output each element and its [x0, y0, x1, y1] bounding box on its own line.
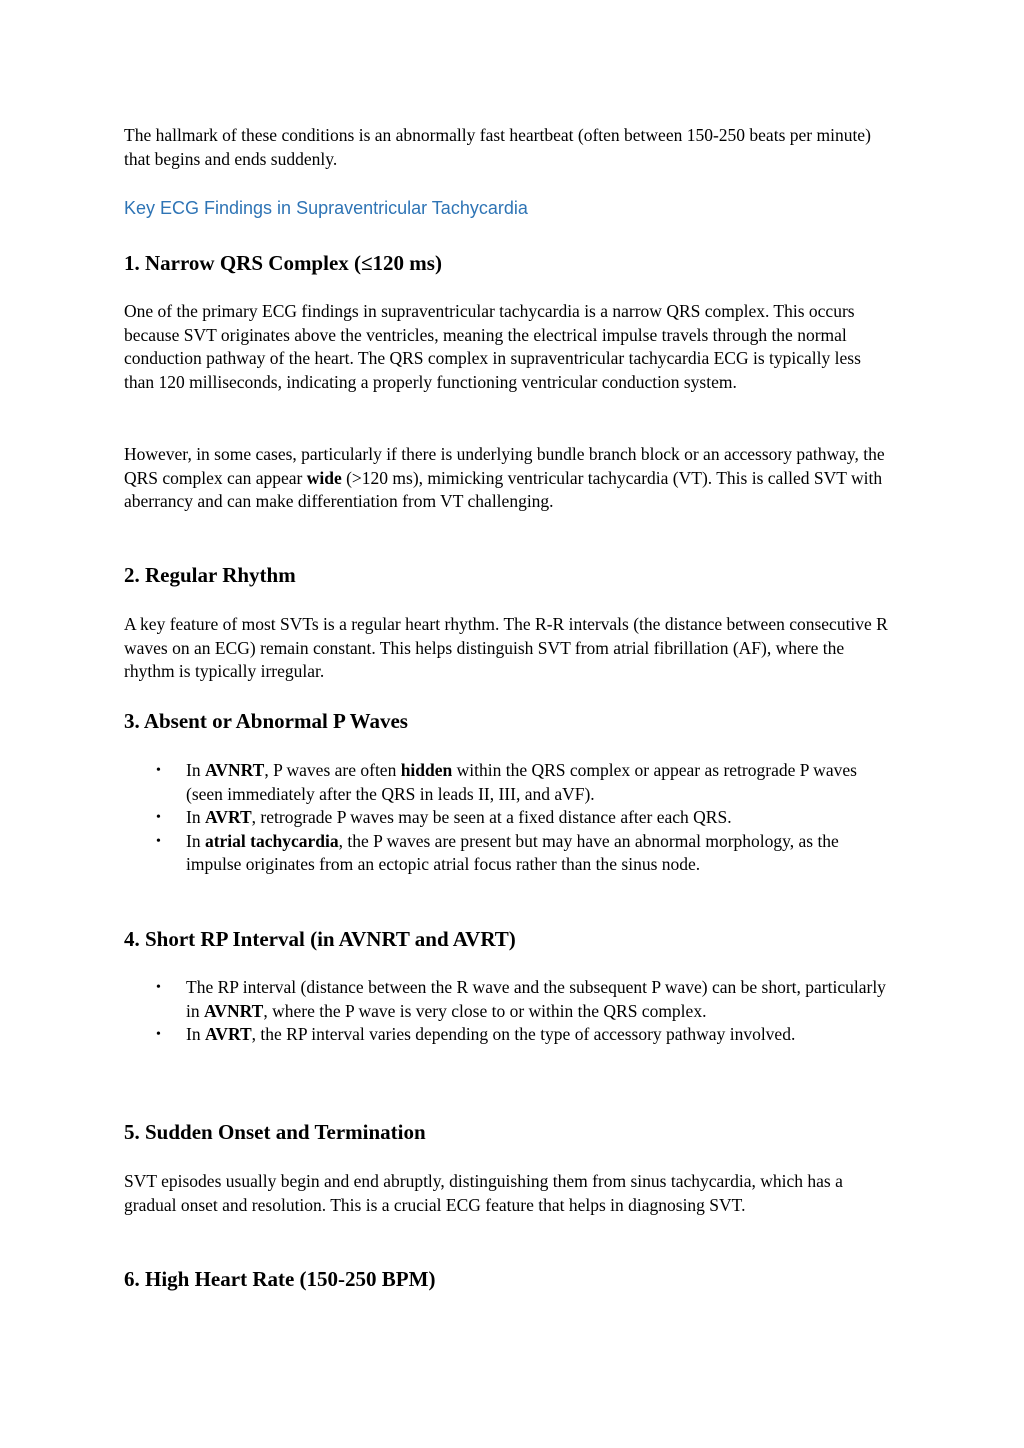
p-waves-list [124, 759, 894, 877]
heading-narrow-qrs: 1. Narrow QRS Complex (≤120 ms) [124, 251, 442, 275]
aberrancy-text-2: (>120 ms), mimicking ventricular tachycardia (VT). This is called SVT with aberrancy and can make differentiation from VT challenging. [124, 467, 883, 511]
list-text: In [186, 760, 205, 780]
list-text: In [186, 1024, 205, 1044]
list-item [124, 1023, 894, 1047]
regular-rhythm-paragraph: A key feature of most SVTs is a regular heart rhythm. The R-R intervals (the distance between consecutive R waves on an ECG) remain constant. This helps distinguish SVT from atrial fibrillation (AF), where the rhythm is typically irregular. [124, 614, 888, 681]
hidden-bold: hidden [400, 760, 453, 780]
short-rp-list [124, 976, 894, 1047]
bullet-icon: • [156, 763, 161, 778]
aberrancy-text-1: However, in some cases, particularly if there is underlying bundle branch block or an accessory pathway, the QRS complex can appear [124, 444, 885, 488]
bullet-icon: • [156, 833, 161, 849]
bullet-icon: • [156, 980, 161, 995]
sudden-onset-paragraph: SVT episodes usually begin and end abruptly, distinguishing them from sinus tachycardia, which has a gradual onset and resolution. This is a crucial ECG feature that helps in diagnosing SVT. [124, 1171, 843, 1215]
heading-regular-rhythm: 2. Regular Rhythm [124, 563, 296, 587]
list-text: , retrograde P waves may be seen at a fixed distance after each QRS. [251, 807, 732, 827]
list-text: In [186, 807, 205, 827]
avrt-bold: AVRT [204, 1024, 252, 1044]
aberrancy-paragraph [124, 443, 894, 514]
list-text: , the P waves are present but may have an abnormal morphology, as the impulse originates from an ectopic atrial focus rather than the sinus node. [186, 830, 839, 874]
heading-sudden-onset: 5. Sudden Onset and Termination [124, 1120, 426, 1144]
avrt-bold: AVRT [204, 807, 252, 827]
list-text: , the RP interval varies depending on the type of accessory pathway involved. [251, 1024, 796, 1044]
list-text: , where the P wave is very close to or within the QRS complex. [263, 1000, 707, 1021]
avnrt-bold: AVNRT [204, 1000, 264, 1021]
list-item [124, 759, 894, 806]
list-text: In [186, 830, 205, 851]
list-item [124, 806, 894, 830]
list-text: , P waves are often [264, 760, 401, 780]
list-text: within the QRS complex or appear as retrograde P waves (seen immediately after the QRS in leads II, III, and aVF). [186, 760, 857, 804]
bullet-icon: • [156, 810, 161, 825]
heading-short-rp: 4. Short RP Interval (in AVNRT and AVRT) [124, 927, 516, 951]
heading-p-waves: 3. Absent or Abnormal P Waves [124, 709, 408, 733]
bullet-icon: • [156, 1027, 161, 1042]
wide-bold: wide [306, 467, 342, 488]
avnrt-bold: AVNRT [204, 760, 265, 780]
section-subheading: Key ECG Findings in Supraventricular Tachycardia [124, 198, 528, 218]
heading-high-heart-rate: 6. High Heart Rate (150-250 BPM) [124, 1267, 436, 1291]
narrow-qrs-paragraph: One of the primary ECG findings in supraventricular tachycardia is a narrow QRS complex. This occurs because SVT originates above the ventricles, meaning the electrical impulse travels through the normal conduction pathway of the heart. The QRS complex in supraventricular tachycardia ECG is typically less than 120 milliseconds, indicating a properly functioning ventricular conduction system. [124, 301, 861, 392]
intro-paragraph: The hallmark of these conditions is an abnormally fast heartbeat (often between 150-250 beats per minute) that begins and ends suddenly. [124, 125, 871, 169]
atrial-tachycardia-bold: atrial tachycardia [204, 830, 339, 851]
list-text: The RP interval (distance between the R wave and the subsequent P wave) can be short, particularly in [186, 977, 886, 1021]
list-item [124, 830, 894, 877]
list-item [124, 976, 894, 1023]
